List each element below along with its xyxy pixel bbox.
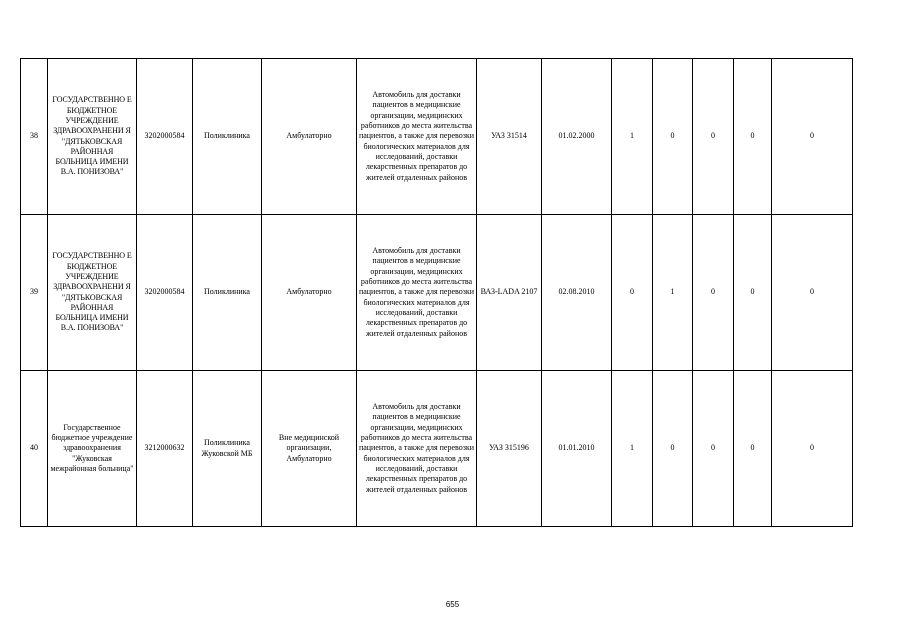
count-cell: 0 <box>612 215 653 371</box>
care-type: Вне медицинской организации, Амбулаторно <box>262 371 357 527</box>
count-cell: 1 <box>653 215 693 371</box>
care-type: Амбулаторно <box>262 59 357 215</box>
row-number: 38 <box>21 59 48 215</box>
organization-code: 3212000632 <box>137 371 193 527</box>
count-cell: 0 <box>772 371 853 527</box>
division-name: Поликлиника <box>193 215 262 371</box>
count-cell: 1 <box>612 371 653 527</box>
count-cell: 0 <box>693 215 734 371</box>
row-number: 39 <box>21 215 48 371</box>
division-name: Поликлиника <box>193 59 262 215</box>
table-row <box>21 215 853 371</box>
count-cell: 0 <box>772 59 853 215</box>
count-cell: 0 <box>693 59 734 215</box>
organization-name: Государственное бюджетное учреждение здравоохранения "Жуковская межрайонная больница" <box>48 371 137 527</box>
table-row <box>21 59 853 215</box>
vehicle-model: ВАЗ-LADA 2107 <box>477 215 542 371</box>
care-type: Амбулаторно <box>262 215 357 371</box>
vehicle-date: 01.01.2010 <box>542 371 612 527</box>
count-cell: 0 <box>734 371 772 527</box>
vehicle-purpose: Автомобиль для доставки пациентов в медицинские организации, медицинских работников до места жительства пациентов, а также для перевозки биологических материалов для исследований, доставки лекарственных препаратов до жителей отдаленных районов <box>357 215 477 371</box>
vehicle-model: УАЗ 315196 <box>477 371 542 527</box>
organization-name: ГОСУДАРСТВЕННО Е БЮДЖЕТНОЕ УЧРЕЖДЕНИЕ ЗДРАВООХРАНЕНИ Я "ДЯТЬКОВСКАЯ РАЙОННАЯ БОЛЬНИЦА ИМЕНИ В.А. ПОНИЗОВА" <box>48 215 137 371</box>
count-cell: 0 <box>693 371 734 527</box>
vehicle-date: 01.02.2000 <box>542 59 612 215</box>
count-cell: 0 <box>734 215 772 371</box>
vehicle-table <box>20 58 853 527</box>
count-cell: 0 <box>653 59 693 215</box>
division-name: Поликлиника Жуковской МБ <box>193 371 262 527</box>
vehicle-date: 02.08.2010 <box>542 215 612 371</box>
table-row <box>21 371 853 527</box>
organization-name: ГОСУДАРСТВЕННО Е БЮДЖЕТНОЕ УЧРЕЖДЕНИЕ ЗДРАВООХРАНЕНИ Я "ДЯТЬКОВСКАЯ РАЙОННАЯ БОЛЬНИЦА ИМЕНИ В.А. ПОНИЗОВА" <box>48 59 137 215</box>
page-number: 655 <box>445 600 460 609</box>
vehicle-purpose: Автомобиль для доставки пациентов в медицинские организации, медицинских работников до места жительства пациентов, а также для перевозки биологических материалов для исследований, доставки лекарственных препаратов до жителей отдаленных районов <box>357 371 477 527</box>
vehicle-model: УАЗ 31514 <box>477 59 542 215</box>
organization-code: 3202000584 <box>137 59 193 215</box>
count-cell: 0 <box>653 371 693 527</box>
count-cell: 1 <box>612 59 653 215</box>
vehicle-purpose: Автомобиль для доставки пациентов в медицинские организации, медицинских работников до места жительства пациентов, а также для перевозки биологических материалов для исследований, доставки лекарственных препаратов до жителей отдаленных районов <box>357 59 477 215</box>
count-cell: 0 <box>734 59 772 215</box>
organization-code: 3202000584 <box>137 215 193 371</box>
count-cell: 0 <box>772 215 853 371</box>
row-number: 40 <box>21 371 48 527</box>
